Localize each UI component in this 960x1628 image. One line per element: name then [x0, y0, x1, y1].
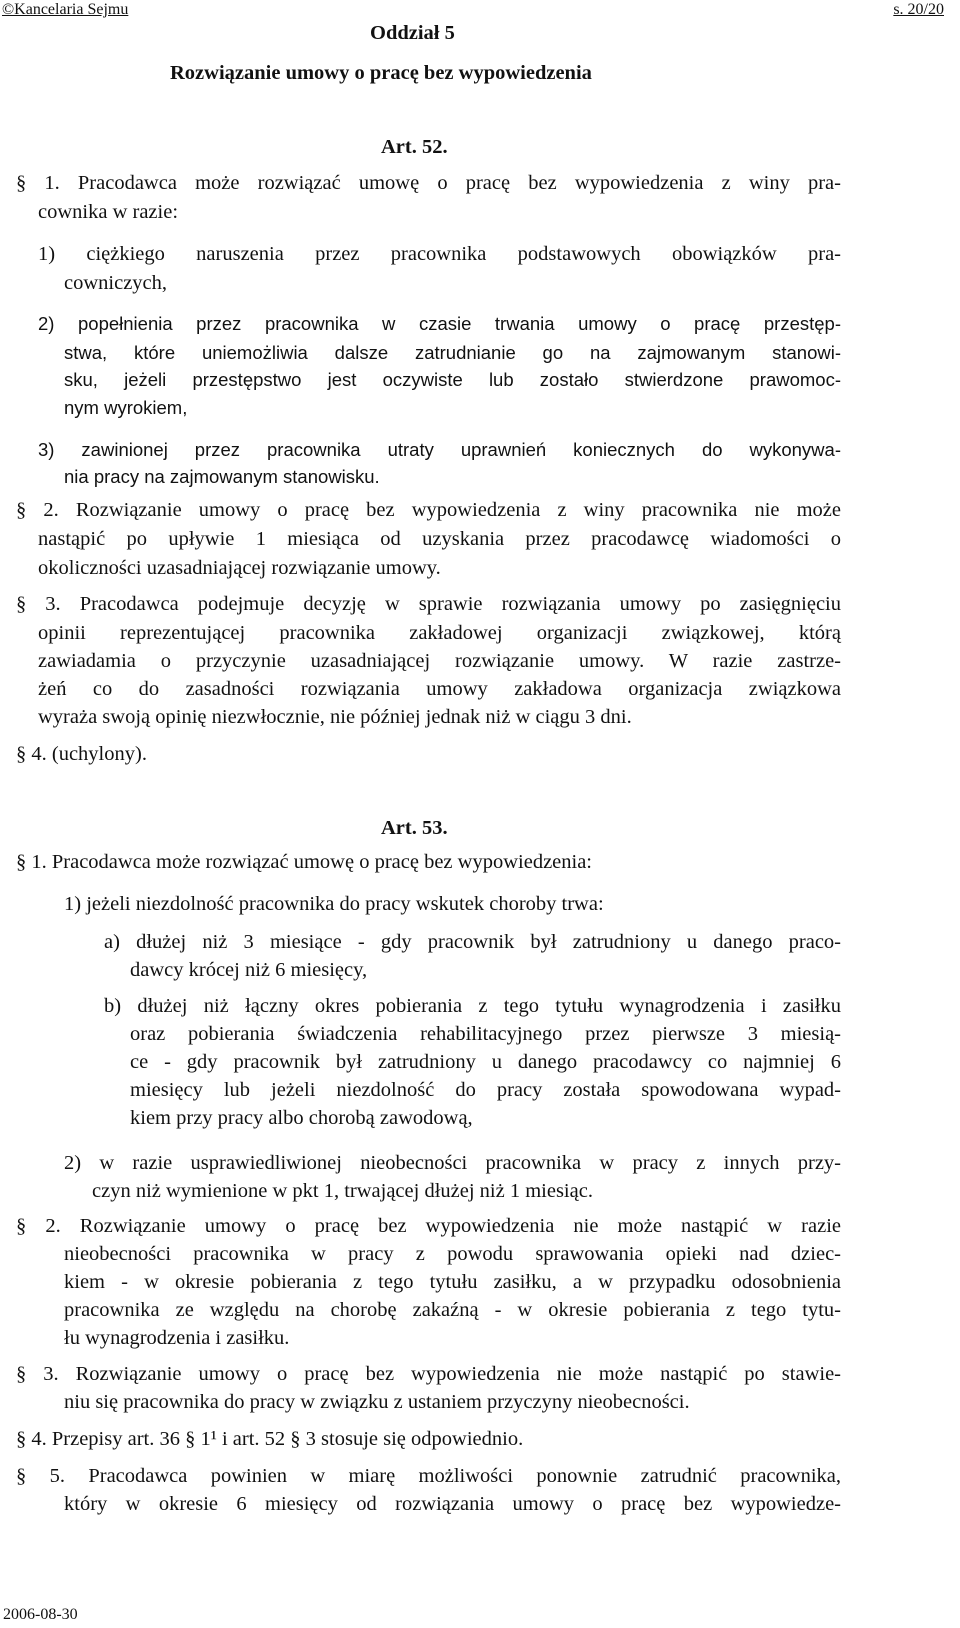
- page-number: s. 20/20: [893, 1, 944, 18]
- art53-par2-line3: kiem - w okresie pobierania z tego tytułu zasiłku, a w przypadku odosobnienia: [64, 1271, 841, 1293]
- art53-point1a-line1: a) dłużej niż 3 miesiące - gdy pracownik był zatrudniony u danego praco-: [104, 931, 841, 953]
- art52-par1-line1: § 1. Pracodawca może rozwiązać umowę o pracę bez wypowiedzenia z winy pra-: [16, 172, 841, 194]
- art52-point1-line2: cowniczych,: [64, 272, 168, 294]
- art52-point3-line2: nia pracy na zajmowanym stanowisku.: [64, 466, 380, 487]
- art52-point2-line1: 2) popełnienia przez pracownika w czasie trwania umowy o pracę przestęp-: [38, 313, 841, 334]
- art52-point1-line1: 1) ciężkiego naruszenia przez pracownika podstawowych obowiązków pra-: [38, 243, 841, 265]
- art52-point2-line3: sku, jeżeli przestępstwo jest oczywiste lub zostało stwierdzone prawomoc-: [64, 369, 841, 390]
- section-title: Oddział 5: [370, 22, 455, 44]
- art52-par2-line3: okoliczności uzasadniającej rozwiązanie umowy.: [38, 557, 441, 579]
- art53-par4: § 4. Przepisy art. 36 § 1¹ i art. 52 § 3 stosuje się odpowiednio.: [16, 1428, 524, 1450]
- art53-point1b-line3: ce - gdy pracownik był zatrudniony u danego pracodawcy co najmniej 6: [130, 1051, 841, 1073]
- art53-point2-line1: 2) w razie usprawiedliwionej nieobecności pracownika w pracy z innych przy-: [64, 1152, 841, 1174]
- art53-point1b-line4: miesięcy lub jeżeli niezdolność do pracy została spowodowana wypad-: [130, 1079, 841, 1101]
- art52-par4: § 4. (uchylony).: [16, 743, 147, 765]
- art52-par3-line2: opinii reprezentującej pracownika zakładowej organizacji związkowej, którą: [38, 622, 841, 644]
- art53-point1-line1: 1) jeżeli niezdolność pracownika do pracy wskutek choroby trwa:: [64, 893, 604, 915]
- art53-par5-line2: który w okresie 6 miesięcy od rozwiązania umowy o pracę bez wypowiedze-: [64, 1493, 841, 1515]
- art52-point3-line1: 3) zawinionej przez pracownika utraty uprawnień koniecznych do wykonywa-: [38, 439, 841, 460]
- art53-point1b-line1: b) dłużej niż łączny okres pobierania z tego tytułu wynagrodzenia i zasiłku: [104, 995, 841, 1017]
- art52-par3-line3: zawiadamia o przyczynie uzasadniającej rozwiązanie umowy. W razie zastrze-: [38, 650, 841, 672]
- article-52-heading: Art. 52.: [381, 136, 448, 158]
- article-53-heading: Art. 53.: [381, 817, 448, 839]
- art52-point2-line4: nym wyrokiem,: [64, 397, 188, 418]
- art53-par1-line1: § 1. Pracodawca może rozwiązać umowę o pracę bez wypowiedzenia:: [16, 851, 593, 873]
- copyright-notice: ©Kancelaria Sejmu: [2, 1, 129, 18]
- art53-point1b-line2: oraz pobierania świadczenia rehabilitacyjnego przez pierwsze 3 miesią-: [130, 1023, 841, 1045]
- art53-point1a-line2: dawcy krócej niż 6 miesięcy,: [130, 959, 368, 981]
- art52-par2-line1: § 2. Rozwiązanie umowy o pracę bez wypowiedzenia z winy pracownika nie może: [16, 499, 841, 521]
- art53-par5-line1: § 5. Pracodawca powinien w miarę możliwości ponownie zatrudnić pracownika,: [16, 1465, 841, 1487]
- art53-par3-line1: § 3. Rozwiązanie umowy o pracę bez wypowiedzenia nie może nastąpić po stawie-: [16, 1363, 841, 1385]
- art53-par3-line2: niu się pracownika do pracy w związku z ustaniem przyczyny nieobecności.: [64, 1391, 690, 1413]
- art52-par3-line1: § 3. Pracodawca podejmuje decyzję w sprawie rozwiązania umowy po zasięgnięciu: [16, 593, 841, 615]
- art53-par2-line1: § 2. Rozwiązanie umowy o pracę bez wypowiedzenia nie może nastąpić w razie: [16, 1215, 841, 1237]
- art53-point2-line2: czyn niż wymienione w pkt 1, trwającej dłużej niż 1 miesiąc.: [92, 1180, 593, 1202]
- art52-par1-line2: cownika w razie:: [38, 201, 179, 223]
- art52-point2-line2: stwa, które uniemożliwia dalsze zatrudnianie go na zajmowanym stanowi-: [64, 342, 841, 363]
- art52-par2-line2: nastąpić po upływie 1 miesiąca od uzyskania przez pracodawcę wiadomości o: [38, 528, 841, 550]
- art53-point1b-line5: kiem przy pracy albo chorobą zawodową,: [130, 1107, 473, 1129]
- document-date: 2006-08-30: [3, 1606, 78, 1623]
- art52-par3-line4: żeń co do zasadności rozwiązania umowy zakładowa organizacja związkowa: [38, 678, 841, 700]
- page-header: [0, 0, 960, 20]
- section-subtitle: Rozwiązanie umowy o pracę bez wypowiedzenia: [170, 62, 592, 84]
- art53-par2-line4: pracownika ze względu na chorobę zakaźną - w okresie pobierania z tego tytu-: [64, 1299, 841, 1321]
- art52-par3-line5: wyraża swoją opinię niezwłocznie, nie później jednak niż w ciągu 3 dni.: [38, 706, 632, 728]
- art53-par2-line5: łu wynagrodzenia i zasiłku.: [64, 1327, 290, 1349]
- art53-par2-line2: nieobecności pracownika w pracy z powodu sprawowania opieki nad dziec-: [64, 1243, 841, 1265]
